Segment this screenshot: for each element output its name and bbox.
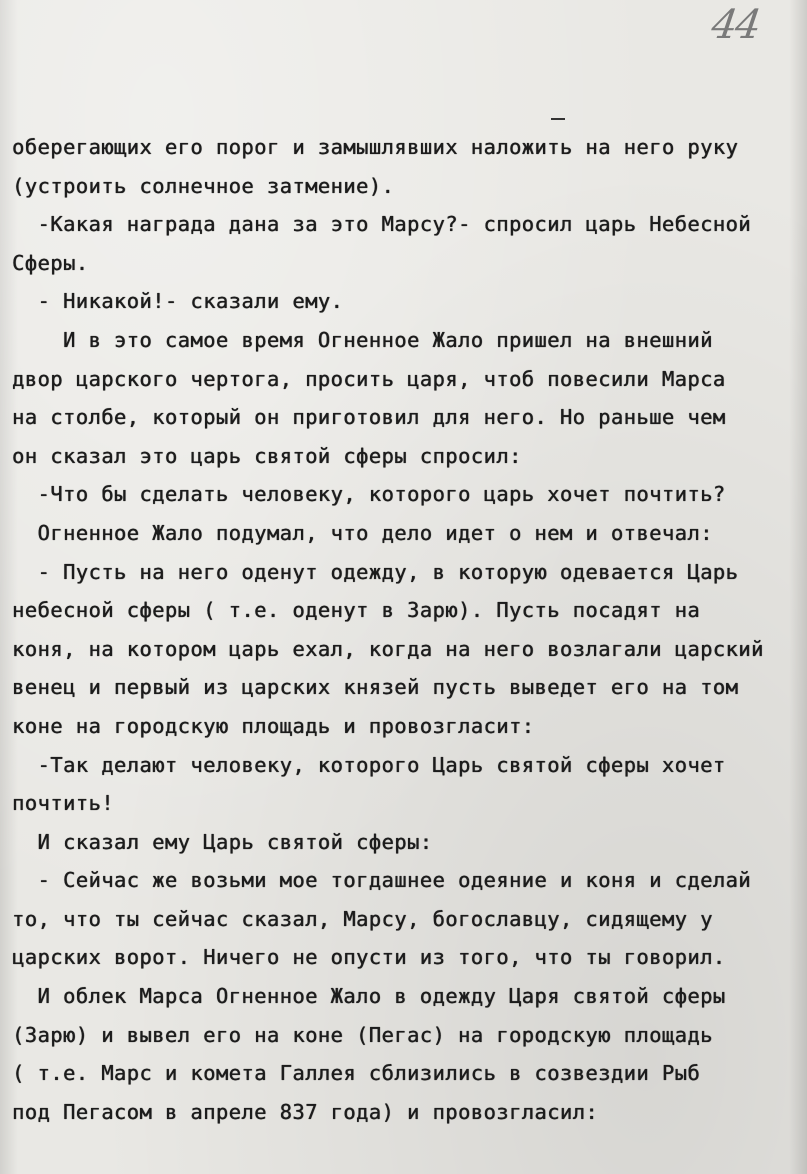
text-line: венец и первый из царских князей пусть выведет его на том: [12, 675, 739, 700]
text-line: почтить!: [12, 791, 114, 816]
text-line: -Так делают человеку, которого Царь святой сферы хочет: [12, 752, 726, 777]
text-line: ( т.е. Марс и комета Галлея сблизились в созвездии Рыб: [12, 1061, 701, 1086]
text-line: -Какая награда дана за это Марсу?- спросил царь Небесной: [12, 212, 752, 237]
text-line: И сказал ему Царь святой сферы:: [12, 829, 433, 854]
text-line: (Зарю) и вывел его на коне (Пегас) на городскую площадь: [12, 1022, 713, 1047]
text-line: на столбе, который он приготовил для него. Но раньше чем: [12, 405, 726, 430]
text-line: коня, на котором царь ехал, когда на него возлагали царский: [12, 636, 764, 661]
page-number: 44: [708, 2, 763, 48]
text-line: он сказал это царь святой сферы спросил:: [12, 443, 522, 468]
text-line: коне на городскую площадь и провозгласит:: [12, 713, 535, 738]
text-line: небесной сферы ( т.е. оденут в Зарю). Пусть посадят на: [12, 598, 701, 623]
ink-mark: [551, 118, 565, 120]
text-line: Сферы.: [12, 250, 89, 275]
text-line: оберегающих его порог и замышлявших наложить на него руку: [12, 135, 739, 159]
text-line: И облек Марса Огненное Жало в одежду Царя святой сферы: [12, 984, 726, 1009]
text-line: царских ворот. Ничего не опусти из того, что ты говорил.: [12, 945, 726, 970]
text-line: - Никакой!- сказали ему.: [12, 289, 344, 314]
text-line: -Что бы сделать человеку, которого царь хочет почтить?: [12, 482, 726, 507]
text-line: (устроить солнечное затмение).: [12, 173, 395, 198]
text-line: под Пегасом в апреле 837 года) и провозгласил:: [12, 1099, 599, 1124]
text-line: двор царского чертога, просить царя, чтоб повесили Марса: [12, 366, 726, 391]
text-line: Огненное Жало подумал, что дело идет о нем и отвечал:: [12, 520, 713, 545]
text-line: И в это самое время Огненное Жало пришел на внешний: [12, 327, 713, 352]
text-line: - Пусть на него оденут одежду, в которую одевается Царь: [12, 559, 739, 584]
text-line: то, что ты сейчас сказал, Марсу, богославцу, сидящему у: [12, 906, 713, 931]
typewritten-text: [12, 128, 802, 1131]
text-line: - Сейчас же возьми мое тогдашнее одеяние и коня и сделай: [12, 868, 752, 893]
